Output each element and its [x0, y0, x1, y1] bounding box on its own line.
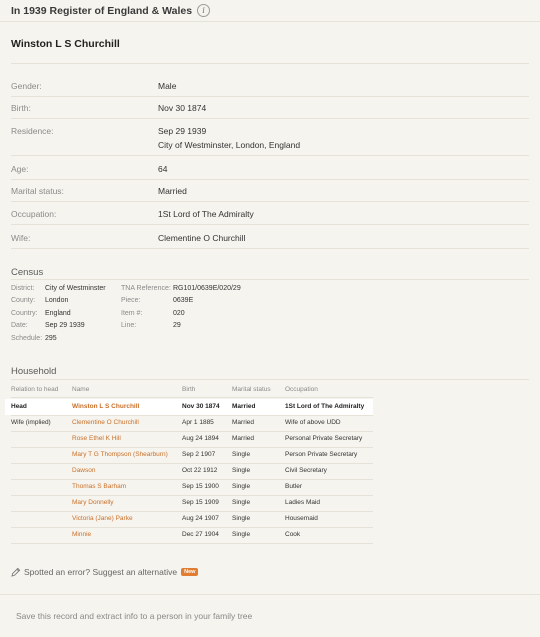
row-name-link[interactable]: Winston L S Churchill [72, 403, 140, 410]
row-relation: Head [11, 403, 27, 410]
residence-date: Sep 29 1939 [158, 126, 207, 136]
row-name-link[interactable]: Dawson [72, 467, 96, 474]
row-relation: Wife (implied) [11, 419, 51, 426]
row-birth: Apr 1 1885 [182, 419, 214, 426]
gender-label: Gender: [11, 81, 42, 91]
census-district-value: City of Westminster [45, 285, 106, 292]
row-occupation: Civil Secretary [285, 467, 327, 474]
census-county-label: County: [11, 297, 36, 304]
record-title: In 1939 Register of England & Wales [11, 4, 193, 17]
table-row [5, 495, 373, 511]
row-occupation: Cook [285, 531, 301, 538]
col-status-header: Marital status [232, 386, 271, 393]
person-name: Winston L S Churchill [11, 38, 120, 50]
row-birth: Sep 15 1900 [182, 483, 219, 490]
suggest-alternative-link[interactable]: Spotted an error? Suggest an alternative [24, 567, 178, 577]
row-status: Single [232, 515, 251, 522]
table-row [5, 431, 373, 447]
divider [11, 155, 529, 156]
marital-status-value: Married [158, 186, 187, 196]
divider [11, 248, 529, 249]
census-line-label: Line: [121, 322, 137, 329]
divider [11, 118, 529, 119]
census-date-value: Sep 29 1939 [45, 322, 85, 329]
row-status: Single [232, 467, 251, 474]
divider [11, 397, 373, 398]
residence-label: Residence: [11, 126, 54, 136]
census-line-value: 29 [173, 322, 181, 329]
save-record-banner[interactable] [0, 594, 540, 637]
divider [11, 279, 529, 280]
census-tna-label: TNA Reference: [121, 285, 171, 292]
row-name-link[interactable]: Mary T G Thompson (Shearburn) [72, 451, 168, 458]
occupation-label: Occupation: [11, 209, 57, 219]
divider [11, 224, 529, 225]
row-status: Single [232, 499, 251, 506]
row-status: Single [232, 531, 251, 538]
age-value: 64 [158, 164, 168, 174]
divider [11, 179, 529, 180]
info-icon[interactable]: i [197, 4, 210, 17]
census-item-label: Item #: [121, 310, 143, 317]
table-row [5, 463, 373, 479]
gender-value: Male [158, 81, 177, 91]
row-status: Married [232, 419, 255, 426]
new-badge: New [181, 568, 198, 576]
occupation-value: 1St Lord of The Admiralty [158, 209, 254, 219]
marital-status-label: Marital status: [11, 186, 64, 196]
row-name-link[interactable]: Minnie [72, 531, 92, 538]
row-name-link[interactable]: Clementine O Churchill [72, 419, 139, 426]
birth-label: Birth: [11, 103, 31, 113]
census-piece-label: Piece: [121, 297, 141, 304]
table-row [5, 479, 373, 495]
census-schedule-label: Schedule: [11, 335, 43, 342]
row-birth: Aug 24 1907 [182, 515, 219, 522]
table-row [5, 399, 373, 415]
table-row [5, 447, 373, 463]
row-birth: Nov 30 1874 [182, 403, 220, 410]
divider [11, 379, 529, 380]
row-occupation: Wife of above UDD [285, 419, 341, 426]
row-name-link[interactable]: Rose Ethel K Hill [72, 435, 121, 442]
residence-place: City of Westminster, London, England [158, 140, 301, 150]
col-name-header: Name [72, 386, 90, 393]
census-piece-value: 0639E [173, 297, 194, 304]
wife-value: Clementine O Churchill [158, 233, 246, 243]
row-occupation: Housemaid [285, 515, 318, 522]
census-item-value: 020 [173, 310, 185, 317]
table-row [5, 511, 373, 527]
row-birth: Sep 2 1907 [182, 451, 216, 458]
row-occupation: Butler [285, 483, 302, 490]
row-birth: Dec 27 1904 [182, 531, 219, 538]
divider [11, 63, 529, 64]
table-row [5, 415, 373, 431]
birth-value: Nov 30 1874 [158, 103, 207, 113]
divider [11, 96, 529, 97]
row-divider [11, 543, 373, 544]
row-birth: Oct 22 1912 [182, 467, 218, 474]
household-title: Household [11, 366, 57, 377]
pencil-icon [11, 567, 21, 577]
census-district-label: District: [11, 285, 35, 292]
row-birth: Sep 15 1909 [182, 499, 219, 506]
row-name-link[interactable]: Mary Donnelly [72, 499, 114, 506]
row-name-link[interactable]: Thomas S Barham [72, 483, 127, 490]
col-birth-header: Birth [182, 386, 196, 393]
census-title: Census [11, 267, 44, 278]
row-status: Single [232, 451, 251, 458]
row-occupation: Person Private Secretary [285, 451, 358, 458]
suggest-alternative[interactable] [11, 567, 198, 577]
census-schedule-value: 295 [45, 335, 57, 342]
col-relation-header: Relation to head [11, 386, 59, 393]
row-status: Married [232, 435, 255, 442]
row-name-link[interactable]: Victoria (Jane) Parke [72, 515, 133, 522]
census-tna-value: RG101/0639E/020/29 [173, 285, 241, 292]
row-status: Single [232, 483, 251, 490]
row-status: Married [232, 403, 256, 410]
census-county-value: London [45, 297, 69, 304]
divider [11, 201, 529, 202]
census-country-label: Country: [11, 310, 38, 317]
row-occupation: Ladies Maid [285, 499, 321, 506]
row-occupation: Personal Private Secretary [285, 435, 363, 442]
wife-label: Wife: [11, 233, 31, 243]
age-label: Age: [11, 164, 29, 174]
table-row [5, 527, 373, 543]
row-occupation: 1St Lord of The Admiralty [285, 403, 365, 410]
col-occupation-header: Occupation [285, 386, 318, 393]
row-birth: Aug 24 1894 [182, 435, 219, 442]
record-header [0, 0, 540, 22]
census-country-value: England [45, 310, 71, 317]
census-date-label: Date: [11, 322, 28, 329]
save-record-text[interactable]: Save this record and extract info to a person in your family tree [16, 611, 253, 621]
